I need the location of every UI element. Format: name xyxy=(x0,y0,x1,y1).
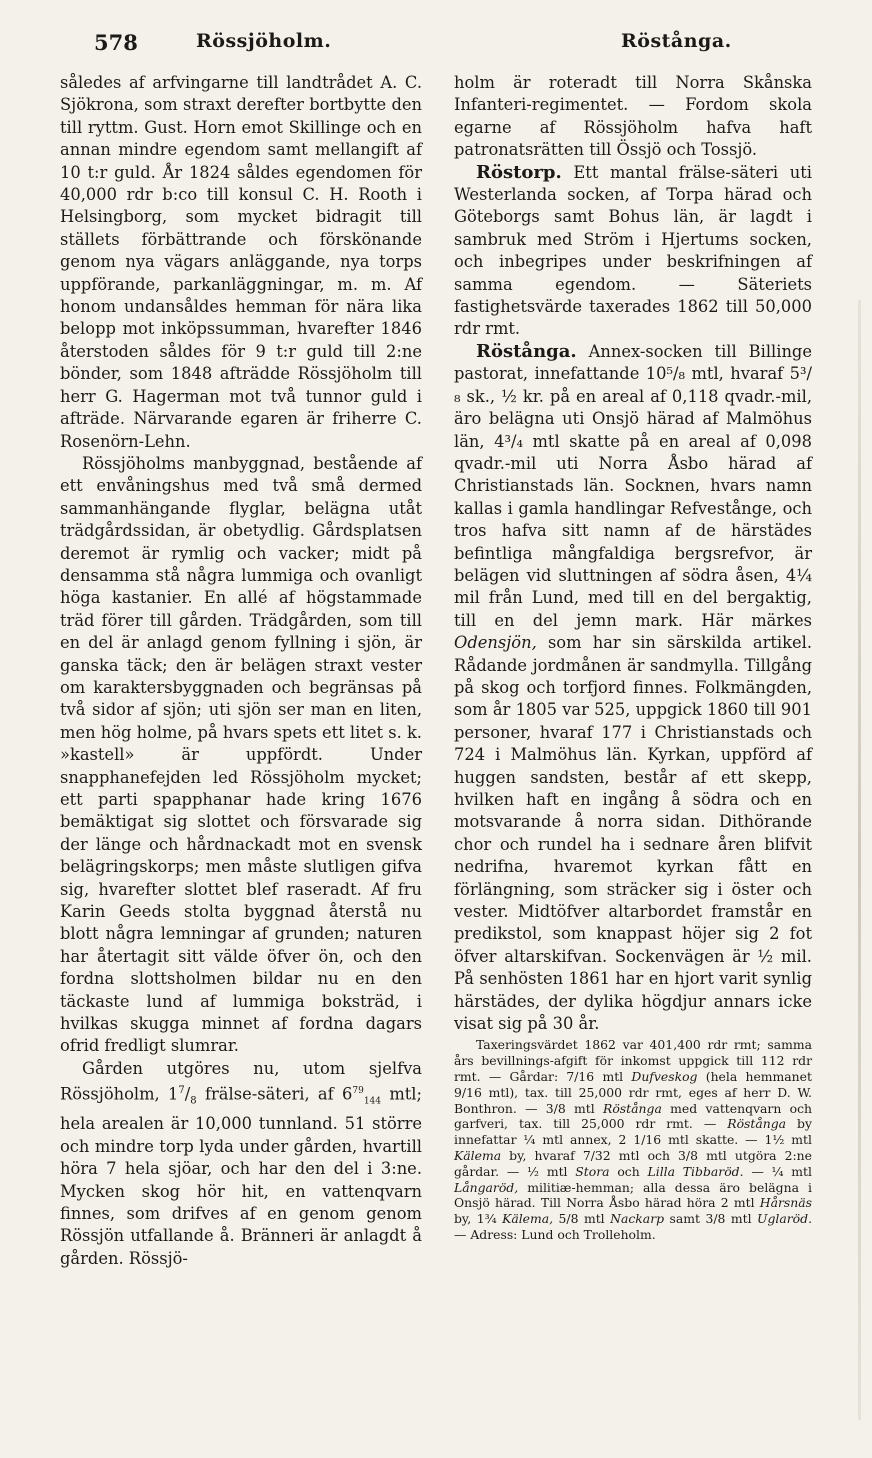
entry-rostanga: Röstånga. Annex-socken till Billinge pastorat, innefattande 10⁵/₈ mtl, hvaraf 5³/₈ sk., ½ kr. på en areal af 0,118 qvadr.-mil, äro belägna uti Onsjö härad af Malmöhus län, 4³/₄ mtl skatte på en areal af 0,098 qvadr.-mil uti Norra Åsbo härad af Christianstads län. Socknen, hvars namn kallas i gamla handlingar Refvestånge, och tros hafva sitt namn af de härstädes befintliga mångfaldiga bergsrefvor, är belägen vid sluttningen af södra åsen, 4¼ mil från Lund, med till en del bergaktig, till en del jemn mark. Här märkes Odensjön, som har sin särskilda artikel. Rådande jordmånen är sandmylla. Tillgång på skog och torfjord finnes. Folkmängden, som år 1805 var 525, uppgick 1860 till 901 personer, hvaraf 177 i Christianstads och 724 i Malmöhus län. Kyrkan, uppförd af huggen sandsten, består af ett skepp, hvilken haft en ingång å södra och en motsvarande å norra sidan. Dithörande chor och rundel ha i sednare åren blifvit nedrifna, hvaremot kyrkan fått en förlängning, som sträcker sig i öster och vester. Midtöfver altarbordet framstår en predikstol, som knappast höjer sig 2 fot öfver altarskifvan. Sockenvägen är ½ mil. På senhösten 1861 har en hjort varit synlig härstädes, der dylika högdjur annars icke visat sig på 30 år. xyxy=(454,340,812,1034)
page-edge-shadow xyxy=(858,300,861,1420)
left-column xyxy=(60,72,422,1270)
page-number: 578 xyxy=(94,30,138,55)
entry-rostorp: Röstorp. Ett mantal frälse-säteri uti Westerlanda socken, af Torpa härad och Göteborgs samt Bohus län, är lagdt i sambruk med Ström i Hjertums socken, och inbegripes under beskrifningen af samma egendom. — Säteriets fastighetsvärde taxerades 1862 till 50,000 rdr rmt. xyxy=(454,161,812,339)
small-print-note: Taxeringsvärdet 1862 var 401,400 rdr rmt; samma års bevillnings-afgift för inkomst uppgick till 112 rdr rmt. — Gårdar: 7/16 mtl Dufveskog (hela hemmanet 9/16 mtl), tax. till 25,000 rdr rmt, eges af herr D. W. Bonthron. — 3/8 mtl Röstånga med vattenqvarn och garfveri, tax. till 25,000 rdr rmt. — Röstånga by innefattar ¼ mtl annex, 2 1/16 mtl skatte. — 1½ mtl Kälema by, hvaraf 7/32 mtl och 3/8 mtl utgöra 2:ne gårdar. — ½ mtl Stora och Lilla Tibbaröd. — ¼ mtl Långaröd, militiæ-hemman; alla dessa äro belägna i Onsjö härad. Till Norra Åsbo härad höra 2 mtl Hårsnäs by, 1¾ Kälema, 5/8 mtl Nackarp samt 3/8 mtl Uglaröd. — Adress: Lund och Trolleholm. xyxy=(454,1037,813,1243)
entry-heading: Röstorp. xyxy=(476,161,562,183)
page-header xyxy=(0,30,872,60)
right-column xyxy=(454,72,812,1243)
paragraph: Gården utgöres nu, utom sjelfva Rössjöholm, $1^7/_8$ frälse-säteri, af $6^{79}_{144}$ mtl; hela arealen är 10,000 tunnland. 51 större och mindre torp lyda under gården, hvartill höra 7 hela sjöar, och har den del i 3:ne. Mycken skog hör hit, en vattenqvarn finnes, som drifves af en genom genom Rössjön utfallande å. Bränneri är anlagdt å gården. Rössjö- xyxy=(60,1058,422,1268)
paragraph: Rössjöholms manbyggnad, bestående af ett envåningshus med två små dermed sammanhängande flyglar, belägna utåt trädgårdssidan, är obetydlig. Gårdsplatsen deremot är rymlig och vacker; midt på densamma stå några lummiga och ovanligt höga kastanier. En allé af högstammade träd förer till gården. Trädgården, som till en del är anlagd genom fyllning i sjön, är ganska täck; den är belägen straxt vester om karaktersbyggnaden och begränsas på två sidor af sjön; uti sjön ser man en liten, men hög holme, på hvars spets ett litet s. k. »kastell» är uppfördt. Under snapphanefejden led Rössjöholm mycket; ett parti spapphanar hade kring 1676 bemäktigat sig slottet och försvarade sig der länge och hårdnackadt mot en svensk belägringskorps; men måste slutligen gifva sig, hvarefter slottet blef raseradt. Af fru Karin Geeds stolta byggnad återstå nu blott några lemningar af grunden; naturen har återtagit sitt välde öfver ön, och den fordna slottsholmen bildar nu en den täckaste lund af lummiga boksträd, i hvilkas skugga minnet af fordna dagars ofrid fredligt slumrar. xyxy=(60,453,422,1056)
running-title-left: Rössjöholm. xyxy=(196,30,332,52)
paragraph: således af arfvingarne till landtrådet A. C. Sjökrona, som straxt derefter bortbytte den till ryttm. Gust. Horn emot Skillinge och en annan mindre egendom samt mellangift af 10 t:r guld. År 1824 såldes egendomen för 40,000 rdr b:co till konsul C. H. Rooth i Helsingborg, som mycket bidragit till ställets förbättrande och förskönande genom nya vägars anläggande, nya torps uppförande, parkanläggningar, m. m. Af honom undansåldes hemman för nära lika belopp mot inköpssumman, hvarefter 1846 återstoden såldes för 9 t:r guld till 2:ne bönder, som 1848 afträdde Rössjöholm till herr G. Hagerman mot två tunnor guld i afträde. Närvarande egaren är friherre C. Rosenörn-Lehn. xyxy=(60,73,422,451)
paragraph: holm är roteradt till Norra Skånska Infanteri-regimentet. — Fordom skola egarne af Rössjöholm hafva haft patronatsrätten till Össjö och Tossjö. xyxy=(454,73,812,160)
entry-heading: Röstånga. xyxy=(476,340,577,362)
running-title-right: Röstånga. xyxy=(621,30,732,52)
